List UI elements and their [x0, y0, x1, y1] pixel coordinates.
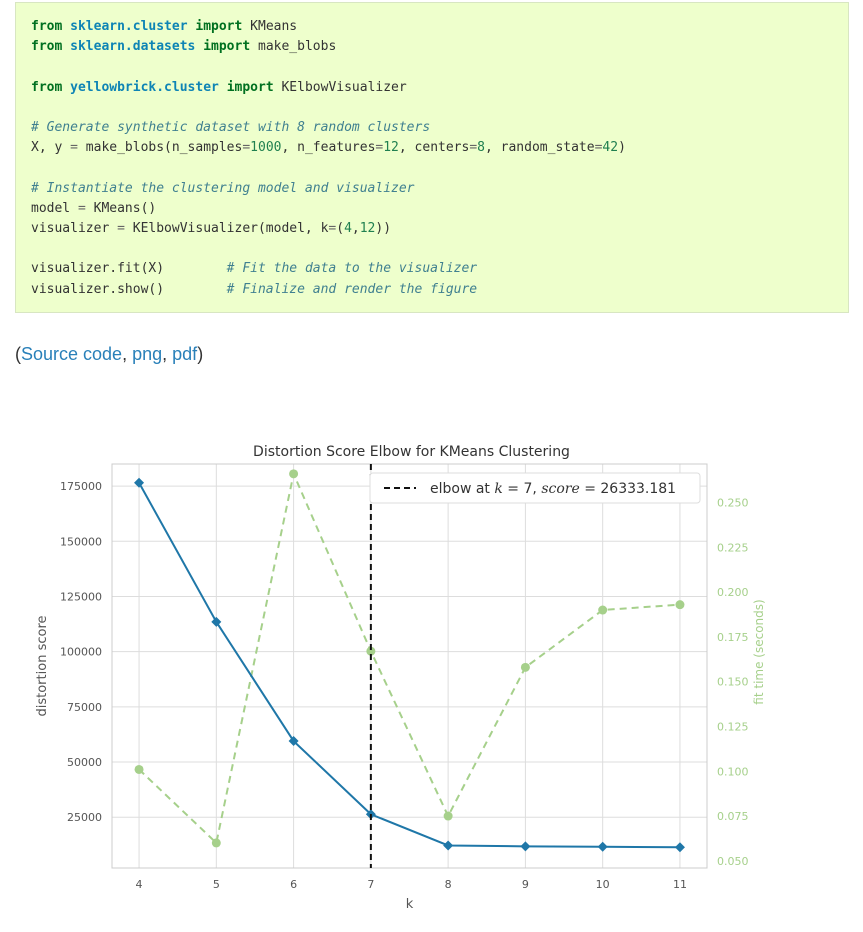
- y-tick-label: 125000: [60, 590, 102, 604]
- x-tick-label: 9: [521, 878, 529, 891]
- code-token: # Fit the data to the visualizer: [226, 261, 478, 277]
- code-token: KElbowVisualizer(model, k: [124, 221, 329, 236]
- fit-time-point: [521, 663, 530, 672]
- figure-links: [15, 344, 203, 365]
- code-token: [219, 80, 227, 95]
- y2-axis-label: fit time (seconds): [752, 599, 766, 705]
- fit-time-point: [675, 600, 684, 609]
- code-line: [31, 179, 415, 199]
- code-token: from: [31, 39, 63, 55]
- code-token: KElbowVisualizer: [273, 79, 407, 95]
- x-tick-label: 7: [367, 878, 375, 891]
- fit-time-point: [444, 812, 453, 821]
- code-line: [31, 138, 626, 158]
- y-tick-label: 175000: [60, 480, 102, 494]
- code-token: from: [31, 19, 63, 34]
- code-token: make_blobs(n_samples: [77, 140, 243, 156]
- code-line: [31, 199, 156, 219]
- legend-k: k: [494, 481, 503, 497]
- code-line: [31, 280, 477, 300]
- code-token: =: [117, 221, 125, 236]
- y-tick-label: 25000: [67, 811, 102, 825]
- code-token: make_blobs: [250, 39, 337, 55]
- y-tick-label: 100000: [60, 645, 102, 659]
- code-token: =: [77, 200, 86, 216]
- code-token: # Finalize and render the figure: [226, 281, 478, 297]
- code-token: yellowbrick.cluster: [70, 79, 219, 95]
- code-token: ,: [351, 221, 360, 236]
- code-token: # Instantiate the clustering model and visualizer: [31, 180, 415, 196]
- legend-score: score: [541, 481, 580, 497]
- y-tick-label: 150000: [60, 535, 102, 549]
- elbow-figure: [15, 400, 783, 927]
- code-line: [31, 219, 391, 239]
- code-token: KMeans(): [85, 200, 157, 216]
- y2-tick-label: 0.050: [717, 854, 749, 868]
- code-token: =: [70, 140, 78, 156]
- x-tick-label: 8: [444, 878, 452, 891]
- code-token: sklearn.datasets: [70, 39, 196, 55]
- chart-title: Distortion Score Elbow for KMeans Clustering: [253, 444, 570, 460]
- code-token: =: [594, 140, 603, 156]
- code-token: =: [242, 140, 251, 156]
- code-token: [62, 39, 70, 54]
- y2-tick-label: 0.225: [717, 541, 749, 555]
- legend-prefix: elbow at: [430, 481, 495, 497]
- code-token: X, y: [31, 140, 71, 156]
- fit-time-point: [135, 765, 144, 774]
- code-token: [62, 80, 70, 95]
- code-token: model: [31, 200, 78, 216]
- y2-tick-label: 0.075: [717, 810, 749, 824]
- code-line: [31, 17, 297, 37]
- code-token: 8: [477, 140, 485, 156]
- code-token: visualizer.show(): [31, 281, 227, 297]
- x-tick-label: 4: [135, 878, 143, 891]
- code-token: ): [618, 140, 626, 156]
- code-token: # Generate synthetic dataset with 8 random clusters: [31, 120, 431, 135]
- code-line: [31, 259, 477, 279]
- code-token: 12: [383, 140, 399, 156]
- code-token: 4: [344, 221, 352, 236]
- y2-tick-label: 0.175: [717, 630, 749, 644]
- y-axis-label: distortion score: [35, 615, 50, 717]
- code-token: from: [31, 79, 63, 95]
- x-tick-label: 11: [672, 878, 687, 891]
- code-token: 42: [602, 140, 619, 156]
- legend: [370, 473, 700, 503]
- x-tick-label: 10: [595, 878, 610, 891]
- elbow-chart: [15, 400, 783, 927]
- x-tick-label: 6: [290, 878, 298, 891]
- links-separator: ,: [162, 344, 173, 364]
- y2-tick-label: 0.200: [717, 586, 749, 600]
- links-separator: ,: [122, 344, 133, 364]
- code-token: (: [336, 221, 345, 236]
- code-block: [15, 2, 849, 313]
- code-token: KMeans: [242, 19, 298, 34]
- pdf-link[interactable]: pdf: [172, 344, 198, 364]
- code-token: import: [195, 19, 243, 34]
- paren-open: (: [15, 344, 21, 364]
- code-token: , centers: [398, 140, 470, 156]
- paren-close: ): [197, 344, 204, 364]
- code-token: visualizer.fit(X): [31, 261, 227, 277]
- code-token: [62, 19, 70, 34]
- code-token: =: [375, 140, 384, 156]
- png-link[interactable]: png: [132, 344, 163, 364]
- code-token: , random_state: [485, 140, 595, 156]
- code-token: 1000: [250, 140, 282, 156]
- code-line: [31, 78, 407, 98]
- fit-time-point: [598, 606, 607, 615]
- code-line: [31, 118, 430, 138]
- code-token: =: [328, 221, 337, 236]
- plot-background: [112, 464, 707, 868]
- y2-tick-label: 0.100: [717, 765, 749, 779]
- code-token: import: [226, 79, 274, 95]
- code-token: )): [375, 221, 392, 236]
- legend-eq1: = 7,: [502, 481, 542, 497]
- code-token: , n_features: [281, 140, 376, 156]
- fit-time-point: [289, 469, 298, 478]
- y2-tick-label: 0.250: [717, 496, 749, 510]
- code-line: [31, 37, 336, 57]
- fit-time-point: [212, 838, 221, 847]
- legend-label: [430, 481, 676, 497]
- y2-tick-label: 0.125: [717, 720, 749, 734]
- code-token: visualizer: [31, 221, 118, 236]
- source-code-link[interactable]: Source code: [21, 344, 123, 364]
- y-tick-label: 75000: [67, 700, 102, 714]
- x-tick-label: 5: [212, 878, 220, 891]
- y2-tick-label: 0.150: [717, 675, 749, 689]
- code-token: 12: [359, 221, 376, 236]
- code-token: import: [203, 39, 251, 55]
- x-axis-label: k: [405, 897, 414, 912]
- code-token: sklearn.cluster: [70, 19, 188, 34]
- y-tick-label: 50000: [67, 756, 102, 770]
- grid-lines: [112, 464, 707, 868]
- code-token: =: [469, 140, 478, 156]
- legend-eq2: = 26333.181: [579, 481, 677, 497]
